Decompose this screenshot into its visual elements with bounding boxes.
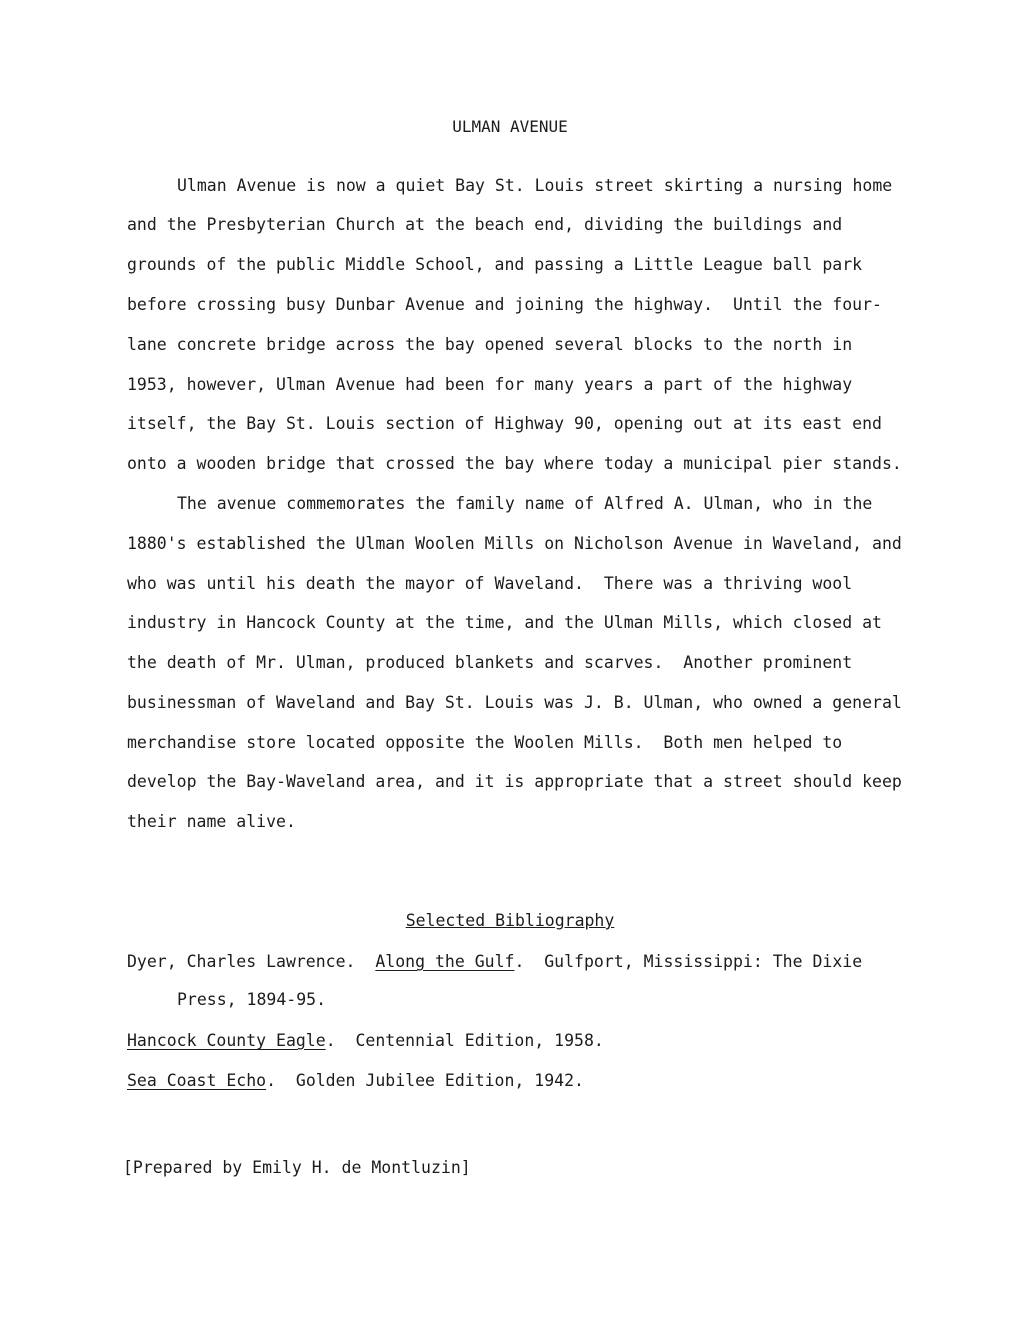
paragraph-1-line: lane concrete bridge across the bay opened several blocks to the north in	[127, 335, 853, 354]
paragraph-2-line: merchandise store located opposite the Woolen Mills. Both men helped to	[127, 733, 843, 752]
paragraph-1-line: Ulman Avenue is now a quiet Bay St. Louis street skirting a nursing home	[177, 176, 893, 195]
paragraph-1-line: and the Presbyterian Church at the beach end, dividing the buildings and	[127, 215, 843, 234]
bibliography-entry-1	[127, 952, 862, 972]
paragraph-1-line: before crossing busy Dunbar Avenue and joining the highway. Until the four-	[127, 295, 882, 314]
paragraph-2-line: the death of Mr. Ulman, produced blankets and scarves. Another prominent	[127, 653, 853, 672]
bibliography-entry-1-continuation: Press, 1894-95.	[177, 990, 327, 1009]
paragraph-2-line: The avenue commemorates the family name of Alfred A. Ulman, who in the	[177, 494, 873, 513]
paragraph-2-line: industry in Hancock County at the time, and the Ulman Mills, which closed at	[127, 613, 882, 632]
paragraph-1-line: onto a wooden bridge that crossed the bay where today a municipal pier stands.	[127, 454, 902, 473]
paragraph-2-line: businessman of Waveland and Bay St. Louis was J. B. Ulman, who owned a general	[127, 693, 902, 712]
preparer-note: [Prepared by Emily H. de Montluzin]	[123, 1158, 471, 1177]
entry-title: Hancock County Eagle	[127, 1031, 326, 1050]
bibliography-entry-2	[127, 1031, 604, 1051]
bibliography-heading: Selected Bibliography	[405, 911, 615, 930]
paragraph-1-line: itself, the Bay St. Louis section of Highway 90, opening out at its east end	[127, 414, 882, 433]
entry-title: Sea Coast Echo	[127, 1071, 267, 1090]
entry-details: . Golden Jubilee Edition, 1942.	[266, 1071, 584, 1090]
paragraph-1-line: 1953, however, Ulman Avenue had been for many years a part of the highway	[127, 375, 853, 394]
entry-details: . Centennial Edition, 1958.	[325, 1031, 604, 1050]
paragraph-2-line: 1880's established the Ulman Woolen Mills on Nicholson Avenue in Waveland, and	[127, 534, 902, 553]
bibliography-entry-3	[127, 1071, 584, 1091]
page-title: ULMAN AVENUE	[452, 117, 568, 136]
entry-author: Dyer, Charles Lawrence.	[127, 952, 376, 971]
entry-title: Along the Gulf	[375, 952, 515, 971]
paragraph-2-line: develop the Bay-Waveland area, and it is appropriate that a street should keep	[127, 772, 902, 791]
paragraph-1-line: grounds of the public Middle School, and passing a Little League ball park	[127, 255, 863, 274]
entry-details: . Gulfport, Mississippi: The Dixie	[514, 952, 863, 971]
paragraph-2-line: their name alive.	[127, 812, 296, 831]
paragraph-2-line: who was until his death the mayor of Waveland. There was a thriving wool	[127, 574, 853, 593]
